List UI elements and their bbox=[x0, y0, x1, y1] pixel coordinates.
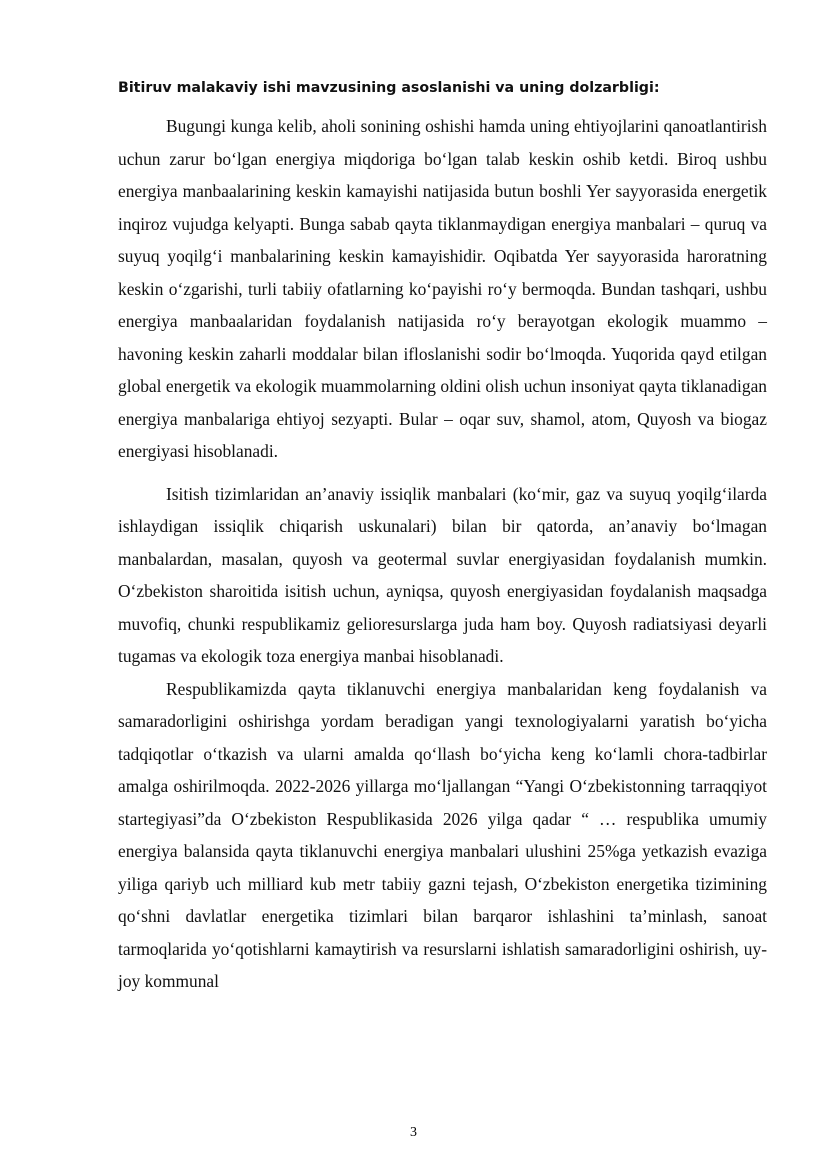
page-number: 3 bbox=[410, 1125, 417, 1140]
paragraph-energy-crisis: Bugungi kunga kelib, aholi sonining oshishi hamda uning ehtiyojlarini qanoatlantirish uchun zarur bo‘lgan energiya miqdoriga bo‘lgan talab keskin oshib ketdi. Biroq ushbu energiya manbaalarining keskin kamayishi natijasida butun boshli Yer sayyorasida energetik inqiroz vujudga kelyapti. Bunga sabab qayta tiklanmaydigan energiya manbalari – quruq va suyuq yoqilg‘i manbalarining keskin kamayishidir. Oqibatda Yer sayyorasida haroratning keskin o‘zgarishi, turli tabiiy ofatlarning ko‘payishi ro‘y bermoqda. Bundan tashqari, ushbu energiya manbaalaridan foydalanish natijasida ro‘y berayotgan ekologik muammo – havoning keskin zaharli moddalar bilan ifloslanishi sodir bo‘lmoqda. Yuqorida qayd etilgan global energetik va ekologik muammolarning oldini olish uchun insoniyat qayta tiklanadigan energiya manbalariga ehtiyoj sezyapti. Bular – oqar suv, shamol, atom, Quyosh va biogaz energiyasi hisoblanadi. bbox=[118, 116, 767, 461]
paragraph-renewable-strategy: Respublikamizda qayta tiklanuvchi energiya manbalaridan keng foydalanish va samaradorligini oshirishga yordam beradigan yangi texnologiyalarni yaratish bo‘yicha tadqiqotlar o‘tkazish va ularni amalda qo‘llash bo‘yicha keng ko‘lamli chora-tadbirlar amalga oshirilmoqda. 2022-2026 yillarga mo‘ljallangan “Yangi O‘zbekistonning tarraqqiyot startegiyasi”da O‘zbekiston Respublikasida 2026 yilga qadar “ … respublika umumiy energiya balansida qayta tiklanuvchi energiya manbalari ulushini 25%ga yetkazish evaziga yiliga qariyb uch milliard kub metr tabiiy gazni tejash, O‘zbekiston energetika tizimining qo‘shni davlatlar energetika tizimlari bilan barqaror ishlashini ta’minlash, sanoat tarmoqlarida yo‘qotishlarni kamaytirish va resurslarni ishlatish samaradorligini oshirish, uy-joy kommunal bbox=[118, 678, 767, 991]
paragraph-heating-sources: Isitish tizimlaridan an’anaviy issiqlik manbalari (ko‘mir, gaz va suyuq yoqilg‘ilarda ishlaydigan issiqlik chiqarish uskunalari) bilan bir qatorda, an’anaviy bo‘lmagan manbalardan, masalan, quyosh va geotermal suvlar energiyasidan foydalanish mumkin. O‘zbekiston sharoitida isitish uchun, ayniqsa, quyosh energiyasidan foydalanish maqsadga muvofiq, chunki respublikamiz gelioresurslarga juda ham boy. Quyosh radiatsiyasi deyarli tugamas va ekologik toza energiya manbai hisoblanadi. bbox=[118, 483, 767, 666]
section-heading: Bitiruv malakaviy ishi mavzusining asoslanishi va uning dolzarbligi: bbox=[118, 80, 660, 96]
